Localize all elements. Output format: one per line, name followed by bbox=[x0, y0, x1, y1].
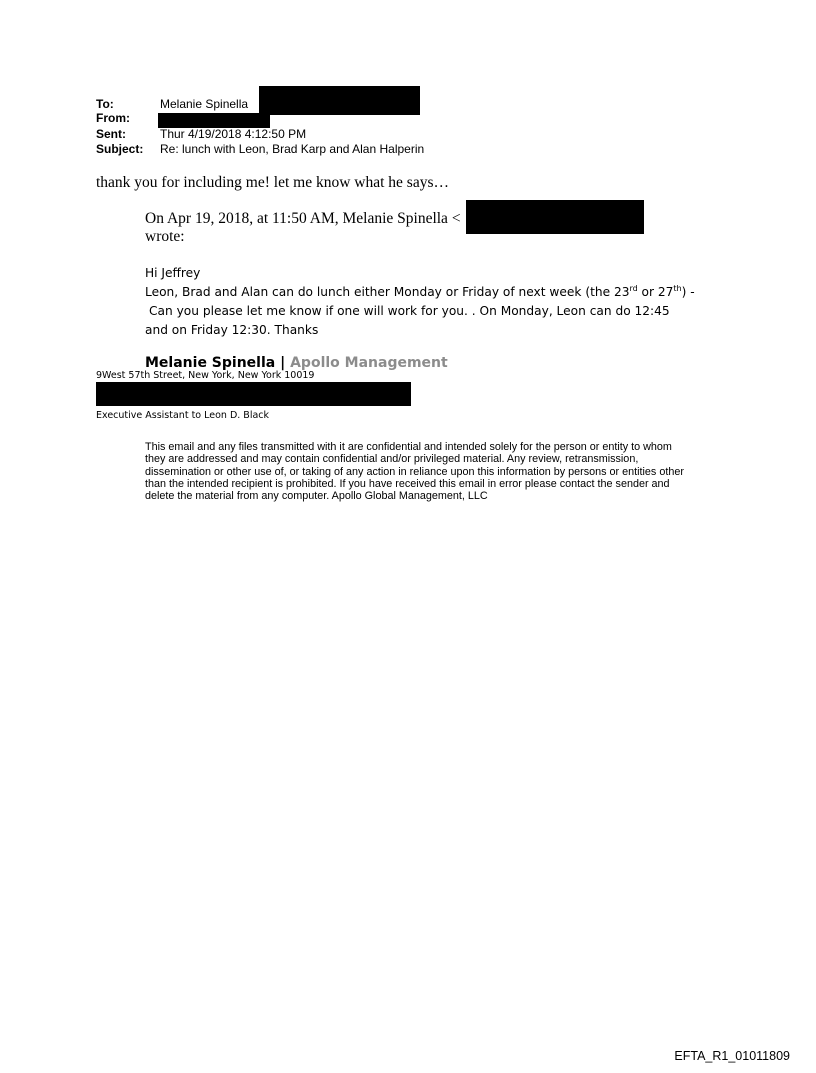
confidentiality-disclaimer: This email and any files transmitted with it are confidential and intended solely for the person or entity to whom they are addressed and may contain confidential and/or privileged material. Any review, retransmission, dissemination or other use of, or taking of any action in reliance upon this information by persons or entities other than the intended recipient is prohibited. If you have received this email in error please contact the sender and delete the material from any computer. Apollo Global Management, LLC bbox=[145, 441, 684, 503]
signature-name: Melanie Spinella bbox=[145, 355, 276, 371]
redaction-to-email bbox=[259, 86, 420, 115]
subject-value: Re: lunch with Leon, Brad Karp and Alan Halperin bbox=[160, 142, 425, 156]
to-label: To: bbox=[96, 97, 114, 111]
quoted-line1-sup2: th bbox=[673, 283, 682, 293]
signature-address: 9West 57th Street, New York, New York 10019 bbox=[96, 370, 315, 381]
redaction-quoted-email bbox=[466, 200, 644, 234]
signature-company: Apollo Management bbox=[290, 355, 448, 371]
quoted-intro-line2: wrote: bbox=[145, 228, 185, 245]
redaction-signature-contact bbox=[96, 382, 411, 406]
to-value: Melanie Spinella bbox=[160, 97, 249, 111]
subject-label: Subject: bbox=[96, 142, 144, 156]
quoted-line1 bbox=[145, 283, 695, 303]
quoted-line1-a: Leon, Brad and Alan can do lunch either Monday or Friday of next week (the 23 bbox=[145, 285, 630, 299]
quoted-line1-b: or 27 bbox=[637, 285, 674, 299]
quoted-line3: and on Friday 12:30. Thanks bbox=[145, 323, 319, 337]
quoted-intro-line1: On Apr 19, 2018, at 11:50 AM, Melanie Spinella < bbox=[145, 210, 461, 227]
reply-text: thank you for including me! let me know what he says… bbox=[96, 174, 449, 191]
signature-line bbox=[145, 355, 448, 371]
from-label: From: bbox=[96, 111, 130, 125]
quoted-greeting: Hi Jeffrey bbox=[145, 266, 201, 280]
quoted-line1-sup1: rd bbox=[629, 283, 638, 293]
signature-title: Executive Assistant to Leon D. Black bbox=[96, 410, 270, 421]
quoted-line1-c: ) - bbox=[681, 285, 695, 299]
redaction-from bbox=[158, 113, 270, 128]
sent-label: Sent: bbox=[96, 127, 126, 141]
document-id: EFTA_R1_01011809 bbox=[674, 1049, 790, 1063]
sent-value: Thur 4/19/2018 4:12:50 PM bbox=[160, 127, 307, 141]
signature-separator: | bbox=[275, 355, 291, 371]
quoted-line2: Can you please let me know if one will work for you. . On Monday, Leon can do 12:45 bbox=[149, 304, 670, 318]
